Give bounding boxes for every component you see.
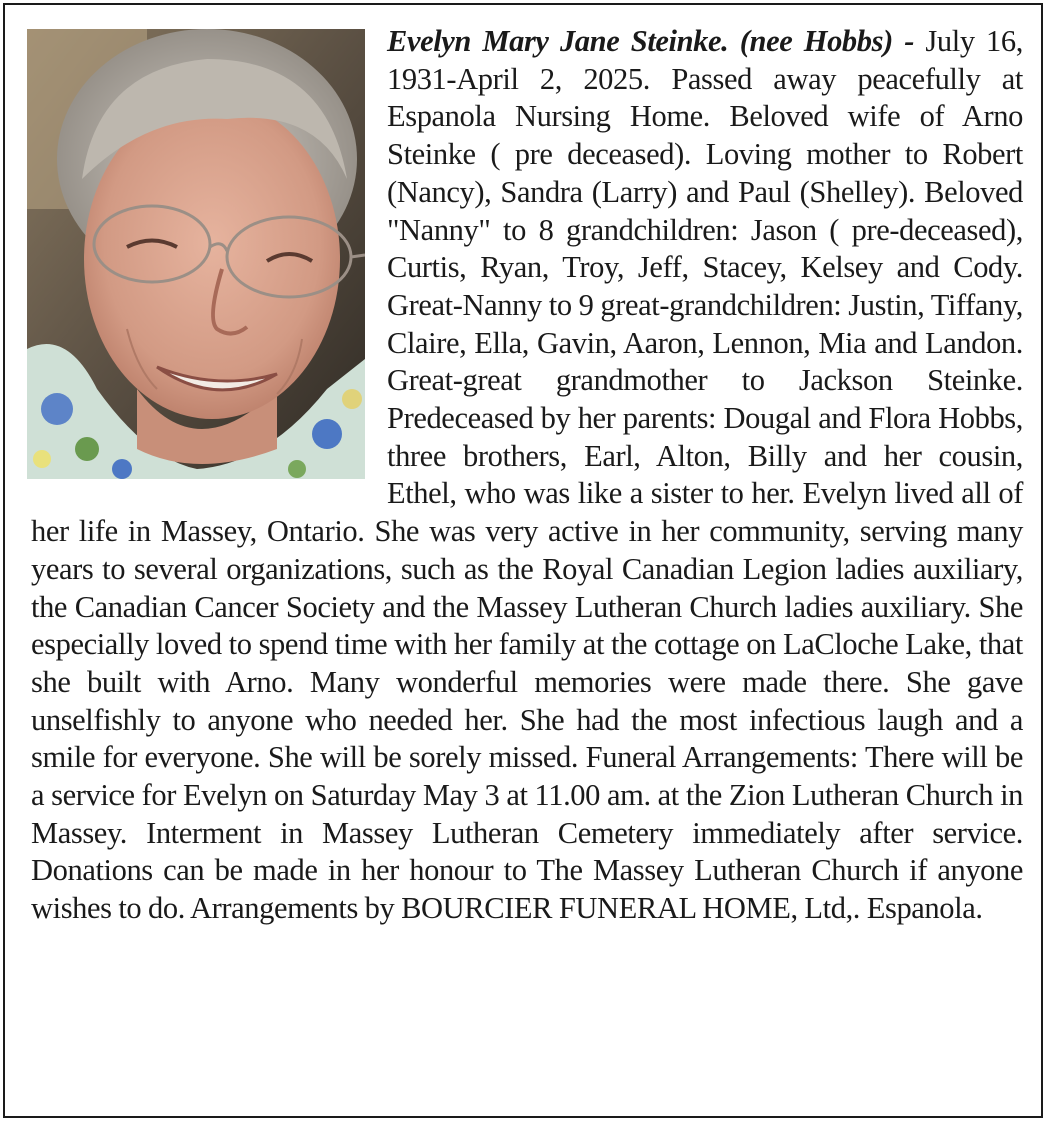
obituary-body: July 16, 1931-April 2, 2025. Passed away peacefully at Espanola Nursing Home. Beloved wife of Arno Steinke ( pre deceased). Loving mother to Robert (Nancy), Sandra (Larry) and Paul (Shelley). Beloved "Nanny" to 8 grandchildren: Jason ( pre-deceased), Curtis, Ryan, Troy, Jeff, Stacey, Kelsey and Cody. Great-Nanny to 9 great-grandchildren: Justin, Tiffany, Claire, Ella, Gavin, Aaron, Lennon, Mia and Landon. Great-great grandmother to Jackson Steinke. Predeceased by her parents: Dougal and Flora Hobbs, three brothers, Earl, Alton, Billy and her cousin, Ethel, who was like a sister to her. Evelyn lived all of her life in Massey, Ontario. She was very active in her community, serving many years to several organizations, such as the Royal Canadian Legion ladies auxiliary, the Canadian Cancer Society and the Massey Lutheran Church ladies auxiliary. She especially loved to spend time with her family at the cottage on LaCloche Lake, that she built with Arno. Many wonderful memories were made there. She gave unselfishly to anyone who needed her. She had the most infectious laugh and a smile for everyone. She will be sorely missed. Funeral Arrangements: There will be a service for Evelyn on Saturday May 3 at 11.00 am. at the Zion Lutheran Church in Massey. Interment in Massey Lutheran Cemetery immediately after service. Donations can be made in her honour to The Massey Lutheran Church if anyone wishes to do. Arrangements by BOURCIER FUNERAL HOME, Ltd,. Espanola. xyxy=(31,24,1023,926)
portrait-photo xyxy=(27,29,365,479)
deceased-name: Evelyn Mary Jane Steinke. (nee Hobbs) - xyxy=(387,24,915,58)
obituary-notice xyxy=(3,3,1043,1118)
